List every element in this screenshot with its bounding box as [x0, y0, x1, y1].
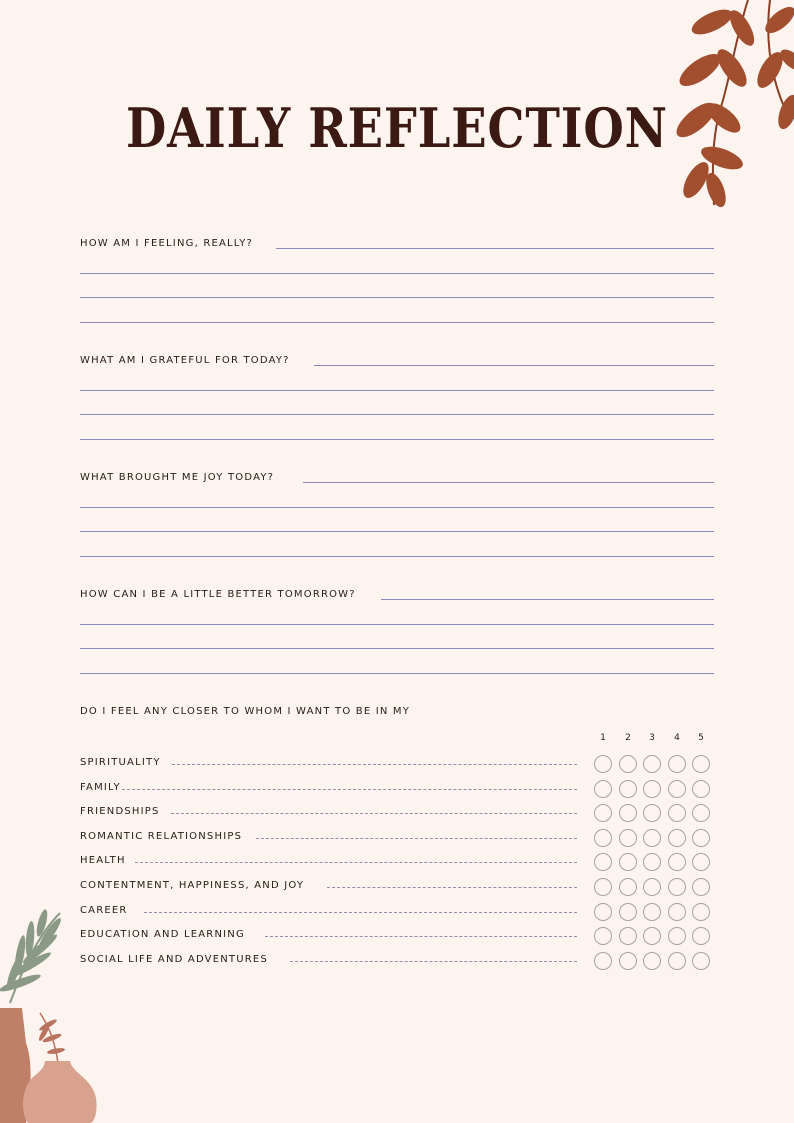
rating-circle-1[interactable]	[594, 804, 612, 822]
area-label: SOCIAL LIFE AND ADVENTURES	[80, 954, 274, 965]
rating-circle-4[interactable]	[668, 853, 686, 871]
area-label: CAREER	[80, 905, 134, 916]
rating-circle-2[interactable]	[619, 952, 637, 970]
rating-circle-5[interactable]	[692, 903, 710, 921]
answer-line[interactable]	[303, 482, 714, 483]
rating-circle-4[interactable]	[668, 952, 686, 970]
answer-line[interactable]	[80, 673, 714, 674]
rating-circle-3[interactable]	[643, 829, 661, 847]
rating-circle-3[interactable]	[643, 927, 661, 945]
scale-number: 3	[649, 733, 655, 743]
rating-circle-2[interactable]	[619, 927, 637, 945]
closer-heading: DO I FEEL ANY CLOSER TO WHOM I WANT TO BE IN MY	[80, 706, 416, 717]
rating-circle-3[interactable]	[643, 755, 661, 773]
question-label: WHAT AM I GRATEFUL FOR TODAY?	[80, 355, 296, 366]
answer-line[interactable]	[80, 624, 714, 625]
rating-circle-1[interactable]	[594, 829, 612, 847]
rating-circle-2[interactable]	[619, 903, 637, 921]
answer-line[interactable]	[80, 273, 714, 274]
rating-circle-5[interactable]	[692, 927, 710, 945]
question-label: HOW CAN I BE A LITTLE BETTER TOMORROW?	[80, 589, 362, 600]
area-leader-line	[256, 838, 577, 839]
rating-circle-2[interactable]	[619, 829, 637, 847]
rating-circle-2[interactable]	[619, 853, 637, 871]
rating-circle-4[interactable]	[668, 878, 686, 896]
scale-number: 2	[625, 733, 631, 743]
area-leader-line	[290, 961, 577, 962]
scale-number: 5	[698, 733, 704, 743]
area-label: FRIENDSHIPS	[80, 806, 166, 817]
rating-circle-5[interactable]	[692, 952, 710, 970]
scale-number: 4	[674, 733, 680, 743]
rating-circle-1[interactable]	[594, 952, 612, 970]
rating-circle-3[interactable]	[643, 853, 661, 871]
rating-circle-3[interactable]	[643, 878, 661, 896]
answer-line[interactable]	[80, 390, 714, 391]
area-label: SPIRITUALITY	[80, 757, 167, 768]
rating-circle-3[interactable]	[643, 903, 661, 921]
question-label: HOW AM I FEELING, REALLY?	[80, 238, 259, 249]
rating-circle-5[interactable]	[692, 780, 710, 798]
area-label: CONTENTMENT, HAPPINESS, AND JOY	[80, 880, 310, 891]
rating-circle-1[interactable]	[594, 927, 612, 945]
area-leader-line	[327, 887, 577, 888]
answer-line[interactable]	[80, 531, 714, 532]
vase-plant-decoration	[0, 893, 120, 1123]
area-label: FAMILY	[80, 782, 127, 793]
rating-circle-3[interactable]	[643, 804, 661, 822]
rating-circle-5[interactable]	[692, 804, 710, 822]
answer-line[interactable]	[80, 648, 714, 649]
rating-circle-2[interactable]	[619, 780, 637, 798]
rating-circle-1[interactable]	[594, 903, 612, 921]
area-leader-line	[135, 862, 577, 863]
scale-number: 1	[600, 733, 606, 743]
rating-circle-5[interactable]	[692, 878, 710, 896]
rating-circle-4[interactable]	[668, 780, 686, 798]
area-leader-line	[265, 936, 577, 937]
rating-circle-5[interactable]	[692, 755, 710, 773]
area-label: EDUCATION AND LEARNING	[80, 929, 251, 940]
area-leader-line	[122, 789, 577, 790]
rating-circle-5[interactable]	[692, 853, 710, 871]
area-label: ROMANTIC RELATIONSHIPS	[80, 831, 248, 842]
rating-circle-3[interactable]	[643, 780, 661, 798]
rating-circle-4[interactable]	[668, 903, 686, 921]
rating-circle-1[interactable]	[594, 780, 612, 798]
area-label: HEALTH	[80, 855, 132, 866]
rating-circle-2[interactable]	[619, 755, 637, 773]
answer-line[interactable]	[80, 297, 714, 298]
rating-circle-2[interactable]	[619, 804, 637, 822]
page-title: DAILY REFLECTION	[126, 96, 668, 160]
rating-circle-4[interactable]	[668, 804, 686, 822]
answer-line[interactable]	[80, 414, 714, 415]
area-leader-line	[171, 813, 577, 814]
answer-line[interactable]	[314, 365, 714, 366]
answer-line[interactable]	[381, 599, 714, 600]
rating-circle-3[interactable]	[643, 952, 661, 970]
rating-circle-1[interactable]	[594, 853, 612, 871]
answer-line[interactable]	[276, 248, 714, 249]
rating-circle-4[interactable]	[668, 927, 686, 945]
area-leader-line	[172, 764, 577, 765]
question-label: WHAT BROUGHT ME JOY TODAY?	[80, 472, 280, 483]
rating-circle-2[interactable]	[619, 878, 637, 896]
rating-circle-5[interactable]	[692, 829, 710, 847]
answer-line[interactable]	[80, 322, 714, 323]
answer-line[interactable]	[80, 439, 714, 440]
rating-circle-1[interactable]	[594, 755, 612, 773]
area-leader-line	[144, 912, 577, 913]
answer-line[interactable]	[80, 507, 714, 508]
rating-circle-4[interactable]	[668, 829, 686, 847]
answer-line[interactable]	[80, 556, 714, 557]
rating-circle-1[interactable]	[594, 878, 612, 896]
rating-circle-4[interactable]	[668, 755, 686, 773]
